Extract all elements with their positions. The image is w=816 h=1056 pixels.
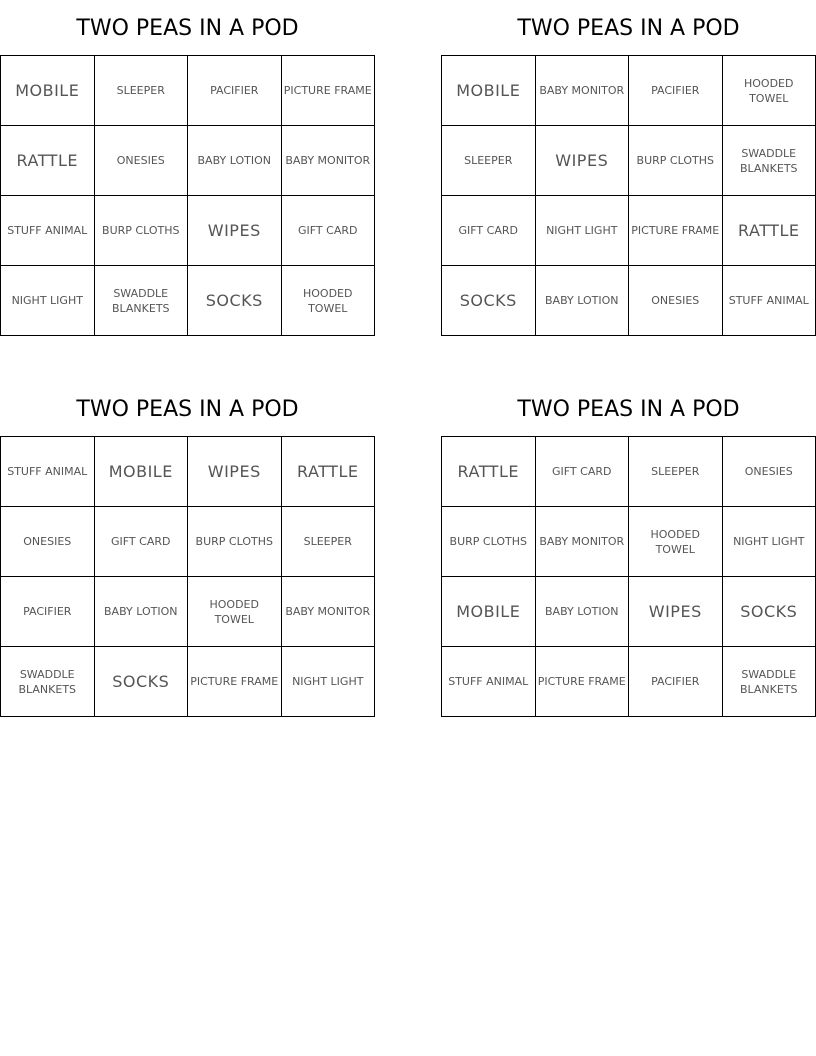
grid-cell: STUFF ANIMAL <box>442 647 536 717</box>
bingo-grid <box>0 436 375 717</box>
grid-cell: WIPES <box>188 437 282 507</box>
grid-cell: BABY LOTION <box>536 577 630 647</box>
grid-cell: PICTURE FRAME <box>629 196 723 266</box>
grid-cell: SWADDLE BLANKETS <box>1 647 95 717</box>
grid-cell: SWADDLE BLANKETS <box>723 126 816 196</box>
grid-cell: NIGHT LIGHT <box>1 266 95 336</box>
card-title: TWO PEAS IN A POD <box>517 397 740 422</box>
grid-cell: HOODED TOWEL <box>629 507 723 577</box>
grid-cell: GIFT CARD <box>442 196 536 266</box>
grid-cell: ONESIES <box>629 266 723 336</box>
grid-cell: PICTURE FRAME <box>282 56 376 126</box>
grid-cell: ONESIES <box>1 507 95 577</box>
grid-cell: BABY LOTION <box>95 577 189 647</box>
grid-cell: NIGHT LIGHT <box>723 507 816 577</box>
grid-cell: BURP CLOTHS <box>188 507 282 577</box>
bingo-card-3 <box>0 381 375 717</box>
grid-cell: HOODED TOWEL <box>723 56 816 126</box>
grid-cell: STUFF ANIMAL <box>1 437 95 507</box>
card-title: TWO PEAS IN A POD <box>76 397 299 422</box>
grid-cell: BABY MONITOR <box>536 56 630 126</box>
card-title: TWO PEAS IN A POD <box>517 16 740 41</box>
grid-cell: STUFF ANIMAL <box>1 196 95 266</box>
grid-cell: SWADDLE BLANKETS <box>95 266 189 336</box>
grid-cell: BABY LOTION <box>536 266 630 336</box>
grid-cell: STUFF ANIMAL <box>723 266 816 336</box>
grid-cell: RATTLE <box>723 196 816 266</box>
grid-cell: HOODED TOWEL <box>188 577 282 647</box>
grid-cell: BURP CLOTHS <box>442 507 536 577</box>
grid-cell: SLEEPER <box>442 126 536 196</box>
grid-cell: PACIFIER <box>1 577 95 647</box>
grid-cell: NIGHT LIGHT <box>282 647 376 717</box>
bingo-grid <box>441 55 816 336</box>
grid-cell: SLEEPER <box>282 507 376 577</box>
grid-cell: RATTLE <box>442 437 536 507</box>
grid-cell: SWADDLE BLANKETS <box>723 647 816 717</box>
bingo-card-2 <box>441 0 816 336</box>
grid-cell: BABY MONITOR <box>282 577 376 647</box>
grid-cell: SLEEPER <box>629 437 723 507</box>
grid-cell: SOCKS <box>188 266 282 336</box>
grid-cell: BABY MONITOR <box>282 126 376 196</box>
grid-cell: SOCKS <box>442 266 536 336</box>
grid-cell: RATTLE <box>282 437 376 507</box>
grid-cell: ONESIES <box>723 437 816 507</box>
grid-cell: RATTLE <box>1 126 95 196</box>
bingo-grid <box>0 55 375 336</box>
card-title: TWO PEAS IN A POD <box>76 16 299 41</box>
grid-cell: MOBILE <box>442 577 536 647</box>
bingo-card-1 <box>0 0 375 336</box>
grid-cell: SOCKS <box>723 577 816 647</box>
grid-cell: NIGHT LIGHT <box>536 196 630 266</box>
grid-cell: WIPES <box>536 126 630 196</box>
bingo-card-4 <box>441 381 816 717</box>
bingo-grid <box>441 436 816 717</box>
grid-cell: BURP CLOTHS <box>629 126 723 196</box>
grid-cell: GIFT CARD <box>95 507 189 577</box>
grid-cell: BABY MONITOR <box>536 507 630 577</box>
grid-cell: MOBILE <box>442 56 536 126</box>
grid-cell: SLEEPER <box>95 56 189 126</box>
grid-cell: PACIFIER <box>629 647 723 717</box>
grid-cell: GIFT CARD <box>536 437 630 507</box>
grid-cell: BURP CLOTHS <box>95 196 189 266</box>
grid-cell: WIPES <box>629 577 723 647</box>
grid-cell: SOCKS <box>95 647 189 717</box>
grid-cell: ONESIES <box>95 126 189 196</box>
grid-cell: PICTURE FRAME <box>536 647 630 717</box>
grid-cell: PACIFIER <box>188 56 282 126</box>
grid-cell: GIFT CARD <box>282 196 376 266</box>
grid-cell: PICTURE FRAME <box>188 647 282 717</box>
grid-cell: WIPES <box>188 196 282 266</box>
grid-cell: MOBILE <box>95 437 189 507</box>
grid-cell: MOBILE <box>1 56 95 126</box>
grid-cell: BABY LOTION <box>188 126 282 196</box>
grid-cell: HOODED TOWEL <box>282 266 376 336</box>
grid-cell: PACIFIER <box>629 56 723 126</box>
